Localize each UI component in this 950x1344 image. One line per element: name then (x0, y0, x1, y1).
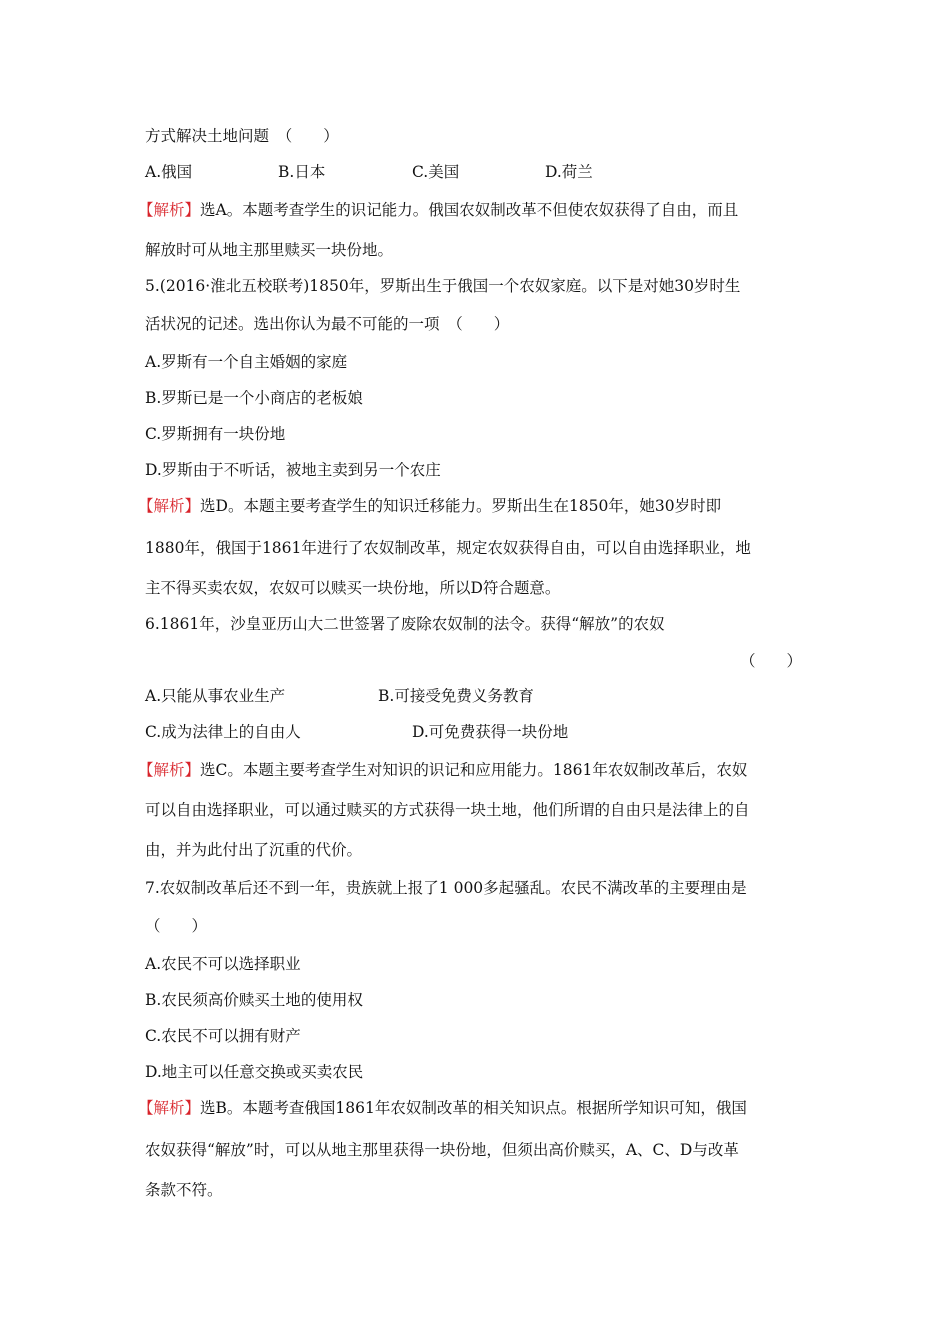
question-6-option-a: A.只能从事农业生产 (145, 687, 286, 705)
question-6-analysis-line-2: 可以自由选择职业，可以通过赎买的方式获得一块土地，他们所谓的自由只是法律上的自 (145, 801, 750, 819)
analysis-text: 选A。本题考查学生的识记能力。俄国农奴制改革不但使农奴获得了自由，而且 (200, 201, 739, 219)
question-5-stem-line-1: 5.(2016·淮北五校联考)1850年，罗斯出生于俄国一个农奴家庭。以下是对她30岁时生 (145, 277, 741, 295)
question-7-option-a: A.农民不可以选择职业 (145, 955, 301, 973)
question-4-option-c: C.美国 (412, 163, 460, 181)
question-6-option-b: B.可接受免费义务教育 (378, 687, 534, 705)
question-6-analysis-line-1 (138, 760, 747, 780)
question-5-analysis-line-2: 1880年，俄国于1861年进行了农奴制改革，规定农奴获得自由，可以自由选择职业，地 (145, 539, 751, 557)
question-7-option-d: D.地主可以任意交换或买卖农民 (145, 1063, 364, 1081)
question-5-option-b: B.罗斯已是一个小商店的老板娘 (145, 389, 363, 407)
analysis-text: 选B。本题考查俄国1861年农奴制改革的相关知识点。根据所学知识可知，俄国 (200, 1099, 747, 1117)
question-5-option-a: A.罗斯有一个自主婚姻的家庭 (145, 353, 348, 371)
question-6-option-d: D.可免费获得一块份地 (412, 723, 569, 741)
question-6-stem: 6.1861年，沙皇亚历山大二世签署了废除农奴制的法令。获得“解放”的农奴 (145, 615, 665, 633)
analysis-tag: 【解析】 (138, 761, 201, 779)
question-5-option-d: D.罗斯由于不听话，被地主卖到另一个农庄 (145, 461, 441, 479)
analysis-text: 选C。本题主要考查学生对知识的识记和应用能力。1861年农奴制改革后，农奴 (200, 761, 748, 779)
question-7-analysis-line-1 (138, 1098, 747, 1118)
question-5-analysis-line-1 (138, 496, 721, 516)
question-4-stem-tail: 方式解决土地问题 （ ） (145, 127, 339, 145)
question-5-option-c: C.罗斯拥有一块份地 (145, 425, 286, 443)
question-7-option-b: B.农民须高价赎买土地的使用权 (145, 991, 363, 1009)
question-5-analysis-line-3: 主不得买卖农奴，农奴可以赎买一块份地，所以D符合题意。 (145, 579, 561, 597)
question-4-analysis-line-2: 解放时可从地主那里赎买一块份地。 (145, 241, 394, 259)
question-7-analysis-line-3: 条款不符。 (145, 1181, 223, 1199)
question-5-stem-line-2: 活状况的记述。选出你认为最不可能的一项 （ ） (145, 315, 510, 333)
question-7-stem: 7.农奴制改革后还不到一年，贵族就上报了1 000多起骚乱。农民不满改革的主要理由是 (145, 879, 747, 897)
question-7-option-c: C.农民不可以拥有财产 (145, 1027, 301, 1045)
question-6-analysis-line-3: 由，并为此付出了沉重的代价。 (145, 841, 363, 859)
question-7-answer-paren: （ ） (145, 917, 208, 935)
question-6-option-c: C.成为法律上的自由人 (145, 723, 301, 741)
analysis-text: 选D。本题主要考查学生的知识迁移能力。罗斯出生在1850年，她30岁时即 (200, 497, 722, 515)
question-4-option-a: A.俄国 (145, 163, 193, 181)
question-6-answer-paren: （ ） (739, 652, 802, 670)
question-4-analysis-line-1 (138, 200, 738, 220)
question-4-option-d: D.荷兰 (545, 163, 593, 181)
analysis-tag: 【解析】 (138, 497, 201, 515)
analysis-tag: 【解析】 (138, 1099, 201, 1117)
question-4-option-b: B.日本 (278, 163, 326, 181)
analysis-tag: 【解析】 (138, 201, 201, 219)
question-7-analysis-line-2: 农奴获得“解放”时，可以从地主那里获得一块份地，但须出高价赎买，A、C、D与改革 (145, 1141, 739, 1159)
